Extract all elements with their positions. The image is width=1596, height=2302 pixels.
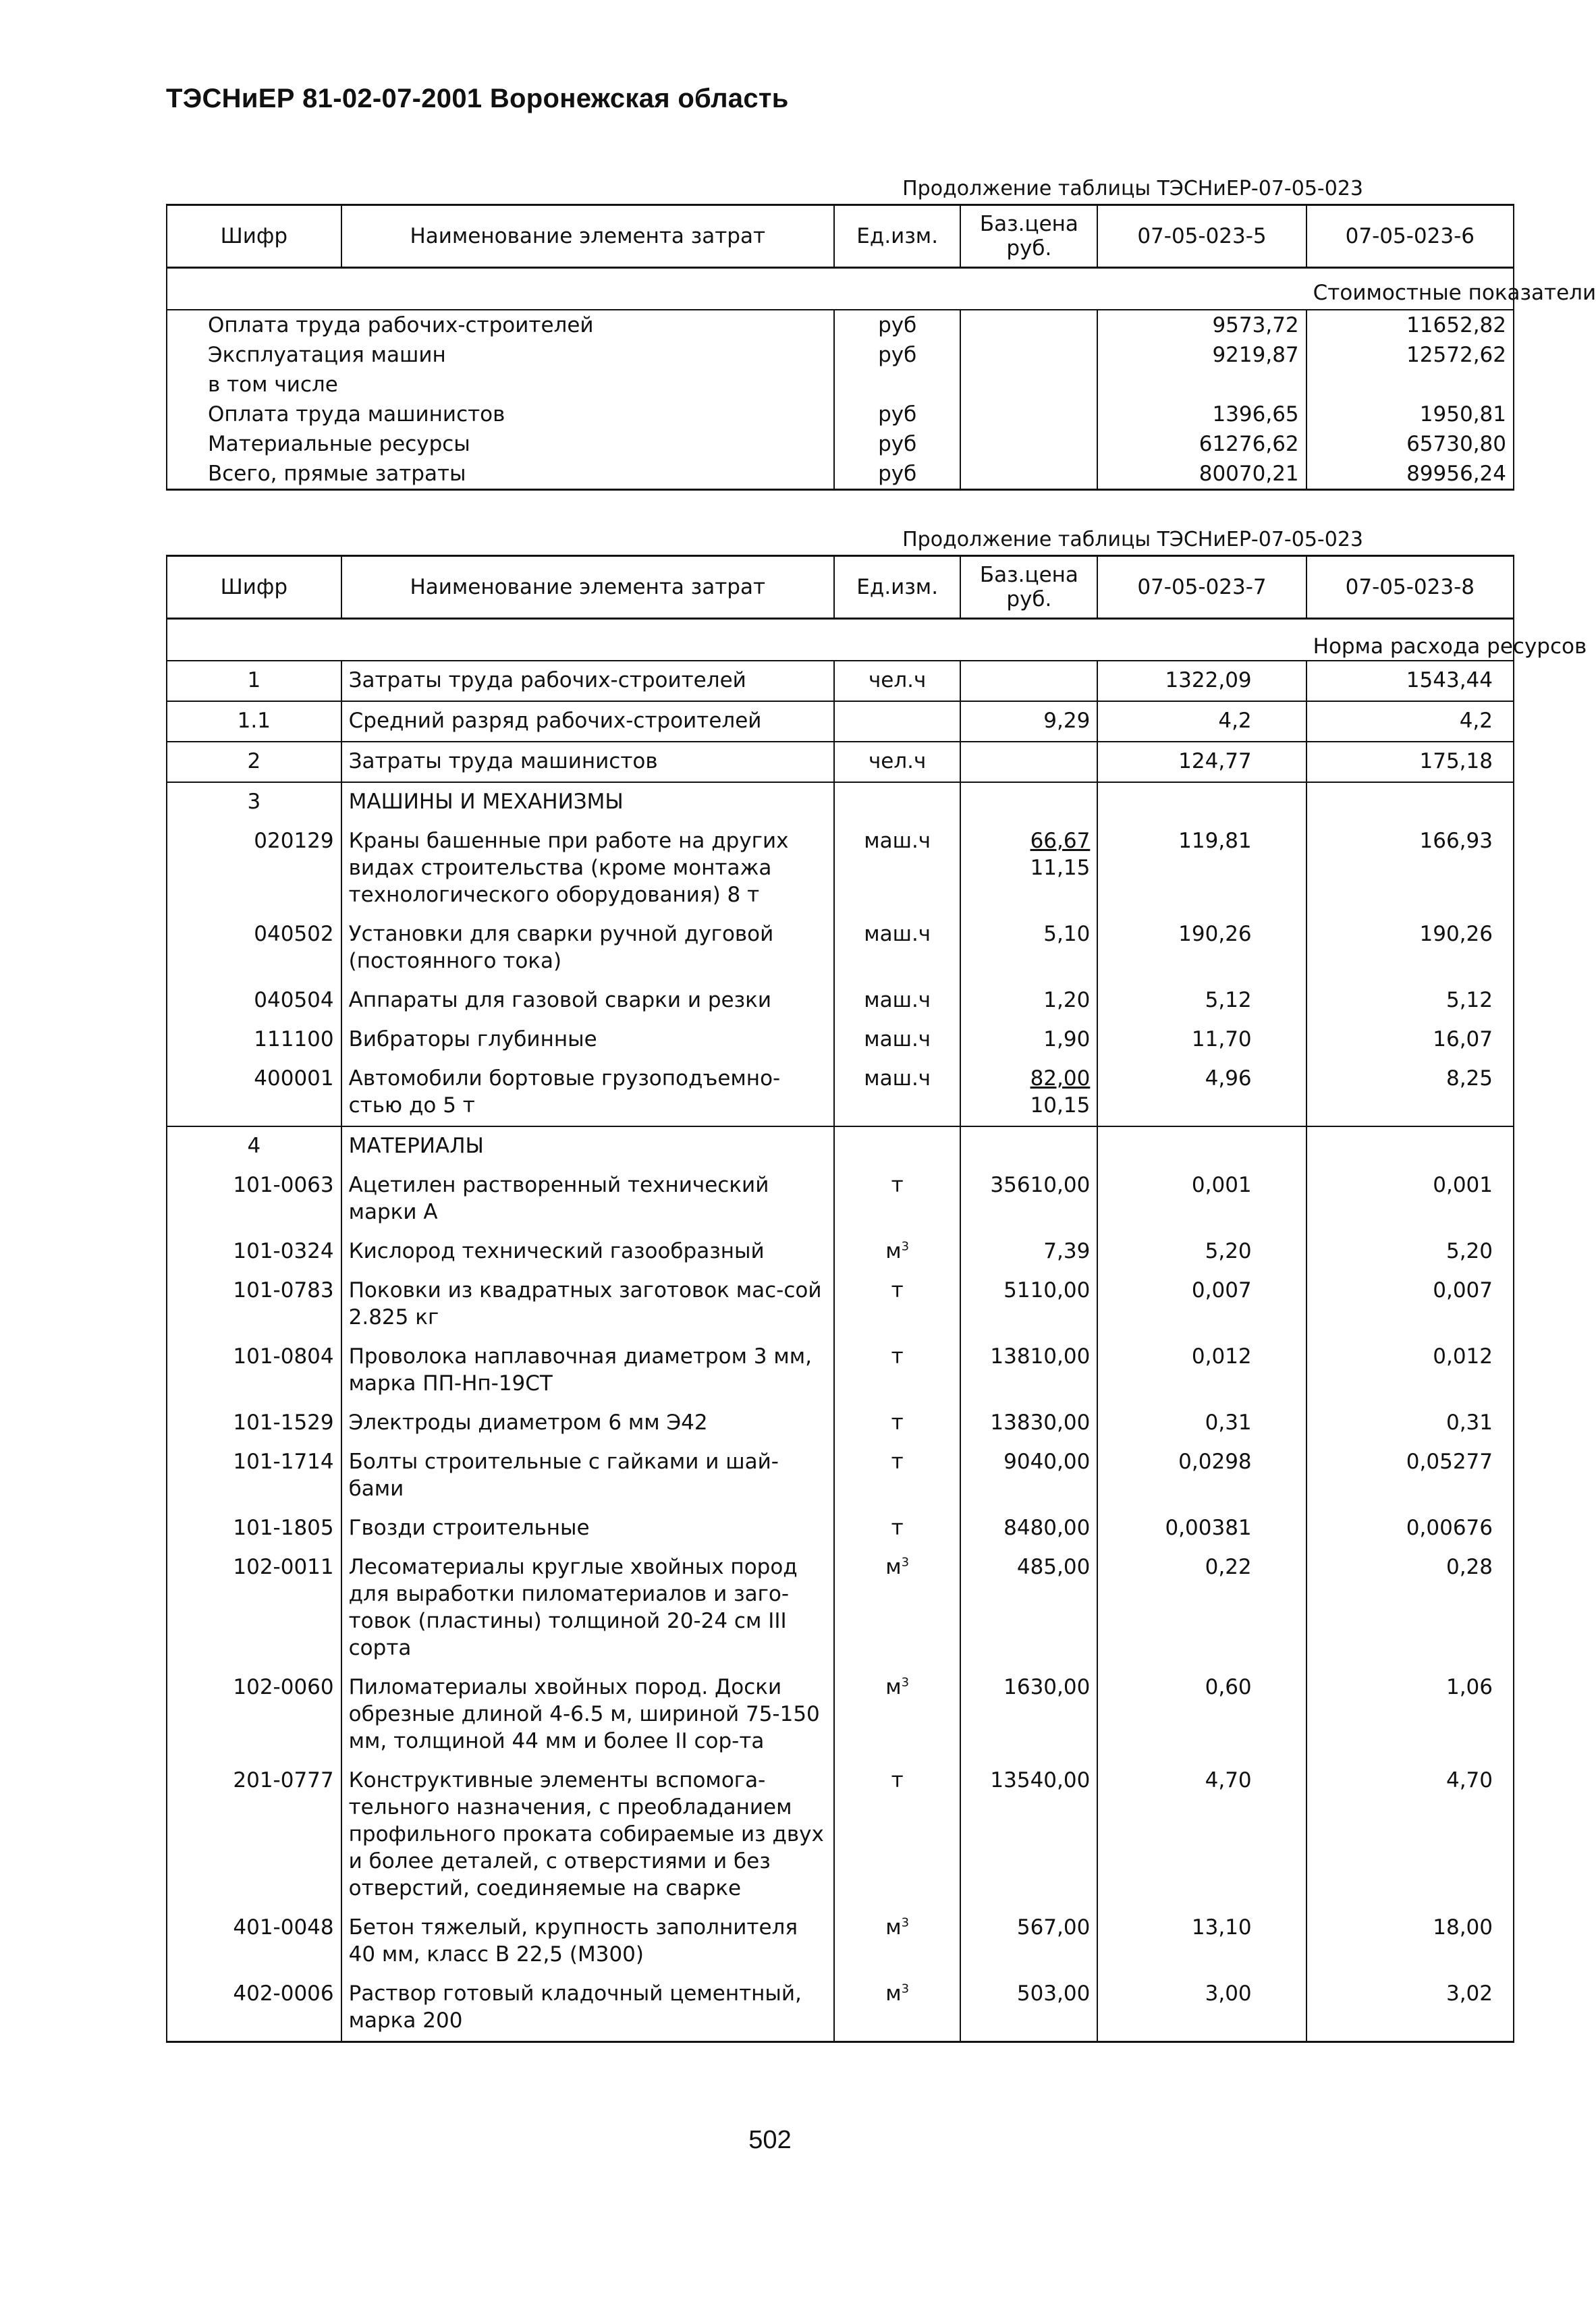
row-unit: маш.ч xyxy=(834,1060,961,1126)
row-code: 101-1714 xyxy=(167,1443,341,1509)
row-code: 2 xyxy=(167,742,341,782)
row-code: 020129 xyxy=(167,822,341,915)
table-row xyxy=(167,1020,1514,1060)
row-unit: руб xyxy=(834,429,961,459)
unit-superscript: 3 xyxy=(901,1675,910,1690)
row-value-7: 0,00381 xyxy=(1097,1509,1306,1548)
row-name: Всего, прямые затраты xyxy=(167,459,834,490)
row-name: Материальные ресурсы xyxy=(167,429,834,459)
row-base-price: 13810,00 xyxy=(960,1338,1097,1404)
table-row xyxy=(167,459,1514,490)
row-base-price xyxy=(960,782,1097,822)
row-base-price: 7,39 xyxy=(960,1232,1097,1271)
row-unit: т xyxy=(834,1761,961,1909)
row-name: МАТЕРИАЛЫ xyxy=(341,1126,834,1166)
row-value-5: 9573,72 xyxy=(1097,310,1306,340)
row-value-7: 0,60 xyxy=(1097,1668,1306,1761)
header-base-price: Баз.цена руб. xyxy=(960,205,1097,268)
row-base-price: 503,00 xyxy=(960,1975,1097,2042)
row-name: МАШИНЫ И МЕХАНИЗМЫ xyxy=(341,782,834,822)
table-row xyxy=(167,1909,1514,1975)
unit-superscript: 3 xyxy=(901,1555,910,1570)
row-value-5: 9219,87 xyxy=(1097,340,1306,370)
table-row xyxy=(167,400,1514,429)
row-base-price xyxy=(960,1126,1097,1166)
row-base-price: 5,10 xyxy=(960,915,1097,981)
row-value-8: 16,07 xyxy=(1306,1020,1514,1060)
row-value-7: 5,12 xyxy=(1097,981,1306,1020)
header-code: Шифр xyxy=(167,556,341,619)
row-name: Гвозди строительные xyxy=(341,1509,834,1548)
row-value-7: 4,70 xyxy=(1097,1761,1306,1909)
row-base-price: 485,00 xyxy=(960,1548,1097,1668)
row-name: Эксплуатация машин xyxy=(167,340,834,370)
unit-superscript: 3 xyxy=(901,1915,910,1930)
row-name: Автомобили бортовые грузоподъемно-стью до 5 т xyxy=(341,1060,834,1126)
row-value-8: 4,2 xyxy=(1306,701,1514,742)
row-base-price xyxy=(960,661,1097,701)
table-row xyxy=(167,1975,1514,2042)
row-value-8: 0,001 xyxy=(1306,1166,1514,1232)
row-value-7: 13,10 xyxy=(1097,1909,1306,1975)
row-base-price xyxy=(960,310,1097,340)
table2-band-label: Норма расхода ресурсов xyxy=(1313,634,1587,659)
row-name: Пиломатериалы хвойных пород. Доски обрезные длиной 4-6.5 м, шириной 75-150 мм, толщиной 44 мм и более II сор-та xyxy=(341,1668,834,1761)
row-value-8: 190,26 xyxy=(1306,915,1514,981)
row-value-8: 166,93 xyxy=(1306,822,1514,915)
row-value-5: 61276,62 xyxy=(1097,429,1306,459)
row-value-8: 1,06 xyxy=(1306,1668,1514,1761)
base-price-value: 82,00 xyxy=(1030,1066,1091,1091)
row-value-7 xyxy=(1097,782,1306,822)
table-row xyxy=(167,701,1514,742)
row-base-price: 1,20 xyxy=(960,981,1097,1020)
row-value-7: 3,00 xyxy=(1097,1975,1306,2042)
row-value-6 xyxy=(1306,370,1514,400)
table-row xyxy=(167,1761,1514,1909)
row-code: 101-1805 xyxy=(167,1509,341,1548)
table-row xyxy=(167,822,1514,915)
row-value-6: 89956,24 xyxy=(1306,459,1514,490)
row-name: Установки для сварки ручной дуговой (постоянного тока) xyxy=(341,915,834,981)
table1-header-row xyxy=(167,205,1514,268)
row-unit: маш.ч xyxy=(834,822,961,915)
header-unit: Ед.изм. xyxy=(834,556,961,619)
row-value-8: 4,70 xyxy=(1306,1761,1514,1909)
row-code: 402-0006 xyxy=(167,1975,341,2042)
row-unit: т xyxy=(834,1443,961,1509)
row-value-7: 5,20 xyxy=(1097,1232,1306,1271)
row-unit xyxy=(834,1668,961,1761)
row-base-price xyxy=(960,459,1097,490)
row-value-8: 175,18 xyxy=(1306,742,1514,782)
header-name: Наименование элемента затрат xyxy=(341,556,834,619)
table-row xyxy=(167,915,1514,981)
row-name: Краны башенные при работе на других видах строительства (кроме монтажа технологического оборудования) 8 т xyxy=(341,822,834,915)
row-unit xyxy=(834,370,961,400)
row-value-8: 5,12 xyxy=(1306,981,1514,1020)
row-base-price: 9,29 xyxy=(960,701,1097,742)
table-row xyxy=(167,370,1514,400)
row-value-7: 0,007 xyxy=(1097,1271,1306,1338)
row-name: Бетон тяжелый, крупность заполнителя 40 мм, класс В 22,5 (М300) xyxy=(341,1909,834,1975)
row-base-price xyxy=(960,822,1097,915)
table-row xyxy=(167,1126,1514,1166)
row-code: 101-1529 xyxy=(167,1404,341,1443)
row-value-7: 1322,09 xyxy=(1097,661,1306,701)
row-name: Лесоматериалы круглые хвойных пород для выработки пиломатериалов и заго-товок (пластины) толщиной 20-24 см III сорта xyxy=(341,1548,834,1668)
row-unit: т xyxy=(834,1509,961,1548)
base-price-extra: 11,15 xyxy=(1030,856,1091,880)
base-price-extra: 10,15 xyxy=(1030,1093,1091,1118)
row-base-price xyxy=(960,370,1097,400)
row-value-7: 0,22 xyxy=(1097,1548,1306,1668)
row-base-price xyxy=(960,429,1097,459)
table-row xyxy=(167,429,1514,459)
row-code: 102-0011 xyxy=(167,1548,341,1668)
header-col-5: 07-05-023-5 xyxy=(1097,205,1306,268)
page-number: 502 xyxy=(748,2126,792,2154)
row-unit xyxy=(834,782,961,822)
row-code: 101-0063 xyxy=(167,1166,341,1232)
row-unit xyxy=(834,1975,961,2042)
table1-band-row xyxy=(167,268,1514,310)
header-code: Шифр xyxy=(167,205,341,268)
row-code: 111100 xyxy=(167,1020,341,1060)
row-value-8: 18,00 xyxy=(1306,1909,1514,1975)
row-code: 102-0060 xyxy=(167,1668,341,1761)
row-value-7: 119,81 xyxy=(1097,822,1306,915)
row-code: 101-0804 xyxy=(167,1338,341,1404)
row-name: Средний разряд рабочих-строителей xyxy=(341,701,834,742)
row-value-7: 0,31 xyxy=(1097,1404,1306,1443)
row-name: в том числе xyxy=(167,370,834,400)
table-row xyxy=(167,1271,1514,1338)
row-base-price: 13540,00 xyxy=(960,1761,1097,1909)
row-name: Конструктивные элементы вспомога-тельного назначения, с преобладанием профильного проката собираемые из двух и более деталей, с отверстиями и без отверстий, соединяемые на сварке xyxy=(341,1761,834,1909)
row-value-8: 8,25 xyxy=(1306,1060,1514,1126)
row-unit xyxy=(834,1548,961,1668)
cost-indicators-table xyxy=(166,204,1596,491)
table-row xyxy=(167,1509,1514,1548)
row-value-8: 3,02 xyxy=(1306,1975,1514,2042)
row-base-price xyxy=(960,400,1097,429)
row-value-7: 4,96 xyxy=(1097,1060,1306,1126)
row-name: Затраты труда рабочих-строителей xyxy=(341,661,834,701)
row-name: Кислород технический газообразный xyxy=(341,1232,834,1271)
row-unit: маш.ч xyxy=(834,1020,961,1060)
row-value-8: 0,31 xyxy=(1306,1404,1514,1443)
row-code: 3 xyxy=(167,782,341,822)
unit-m3: м xyxy=(885,1555,902,1579)
row-unit: маш.ч xyxy=(834,915,961,981)
table-row xyxy=(167,310,1514,340)
row-name: Болты строительные с гайками и шай-бами xyxy=(341,1443,834,1509)
table1-continuation-label: Продолжение таблицы ТЭСНиЕР-07-05-023 xyxy=(902,177,1363,200)
base-price-value: 66,67 xyxy=(1030,829,1091,853)
row-unit: руб xyxy=(834,310,961,340)
row-unit: чел.ч xyxy=(834,742,961,782)
row-value-8: 0,05277 xyxy=(1306,1443,1514,1509)
row-value-8: 0,28 xyxy=(1306,1548,1514,1668)
row-value-7: 0,0298 xyxy=(1097,1443,1306,1509)
unit-m3: м xyxy=(885,1675,902,1699)
row-unit xyxy=(834,1909,961,1975)
row-value-7: 124,77 xyxy=(1097,742,1306,782)
row-base-price: 1630,00 xyxy=(960,1668,1097,1761)
row-unit: руб xyxy=(834,400,961,429)
unit-superscript: 3 xyxy=(901,1981,910,1996)
row-code: 400001 xyxy=(167,1060,341,1126)
unit-m3: м xyxy=(885,1915,902,1940)
row-value-8: 0,012 xyxy=(1306,1338,1514,1404)
row-value-8: 1543,44 xyxy=(1306,661,1514,701)
unit-m3: м xyxy=(885,1981,902,2006)
table1-band-label: Стоимостные показатели xyxy=(1313,281,1596,305)
header-base-price: Баз.цена руб. xyxy=(960,556,1097,619)
table-row xyxy=(167,1338,1514,1404)
table-row xyxy=(167,340,1514,370)
unit-superscript: 3 xyxy=(901,1239,910,1254)
row-unit xyxy=(834,701,961,742)
row-value-6: 12572,62 xyxy=(1306,340,1514,370)
row-name: Электроды диаметром 6 мм Э42 xyxy=(341,1404,834,1443)
row-value-7: 0,001 xyxy=(1097,1166,1306,1232)
row-name: Вибраторы глубинные xyxy=(341,1020,834,1060)
row-name: Оплата труда машинистов xyxy=(167,400,834,429)
table-row xyxy=(167,742,1514,782)
table2-continuation-label: Продолжение таблицы ТЭСНиЕР-07-05-023 xyxy=(902,528,1363,551)
row-value-5 xyxy=(1097,370,1306,400)
row-name: Оплата труда рабочих-строителей xyxy=(167,310,834,340)
row-base-price: 8480,00 xyxy=(960,1509,1097,1548)
table-row xyxy=(167,1060,1514,1126)
table-row xyxy=(167,782,1514,822)
row-value-8 xyxy=(1306,782,1514,822)
row-value-6: 1950,81 xyxy=(1306,400,1514,429)
header-unit: Ед.изм. xyxy=(834,205,961,268)
row-value-7: 11,70 xyxy=(1097,1020,1306,1060)
row-code: 201-0777 xyxy=(167,1761,341,1909)
header-col-8: 07-05-023-8 xyxy=(1306,556,1514,619)
table2-header-row xyxy=(167,556,1514,619)
table-row xyxy=(167,661,1514,701)
row-base-price xyxy=(960,1060,1097,1126)
row-base-price: 35610,00 xyxy=(960,1166,1097,1232)
row-name: Проволока наплавочная диаметром 3 мм, марка ПП-Нп-19СТ xyxy=(341,1338,834,1404)
row-value-7: 0,012 xyxy=(1097,1338,1306,1404)
row-code: 040502 xyxy=(167,915,341,981)
row-value-7: 4,2 xyxy=(1097,701,1306,742)
row-code: 101-0783 xyxy=(167,1271,341,1338)
row-unit: маш.ч xyxy=(834,981,961,1020)
table-row xyxy=(167,1668,1514,1761)
unit-m3: м xyxy=(885,1239,902,1263)
row-base-price: 1,90 xyxy=(960,1020,1097,1060)
table-row xyxy=(167,1232,1514,1271)
header-col-7: 07-05-023-7 xyxy=(1097,556,1306,619)
row-code: 401-0048 xyxy=(167,1909,341,1975)
table-row xyxy=(167,1443,1514,1509)
row-base-price: 5110,00 xyxy=(960,1271,1097,1338)
row-value-7 xyxy=(1097,1126,1306,1166)
row-base-price: 13830,00 xyxy=(960,1404,1097,1443)
row-value-5: 80070,21 xyxy=(1097,459,1306,490)
resource-norms-table xyxy=(166,555,1587,2043)
row-value-7: 190,26 xyxy=(1097,915,1306,981)
row-code: 101-0324 xyxy=(167,1232,341,1271)
row-name: Ацетилен растворенный технический марки А xyxy=(341,1166,834,1232)
row-unit: т xyxy=(834,1404,961,1443)
row-unit xyxy=(834,1126,961,1166)
row-unit: чел.ч xyxy=(834,661,961,701)
row-name: Затраты труда машинистов xyxy=(341,742,834,782)
table-row xyxy=(167,1404,1514,1443)
row-name: Раствор готовый кладочный цементный, марка 200 xyxy=(341,1975,834,2042)
header-col-6: 07-05-023-6 xyxy=(1306,205,1514,268)
row-base-price xyxy=(960,340,1097,370)
row-unit: т xyxy=(834,1166,961,1232)
row-value-6: 11652,82 xyxy=(1306,310,1514,340)
row-value-8: 5,20 xyxy=(1306,1232,1514,1271)
row-value-6: 65730,80 xyxy=(1306,429,1514,459)
row-value-8: 0,007 xyxy=(1306,1271,1514,1338)
row-name: Поковки из квадратных заготовок мас-сой 2.825 кг xyxy=(341,1271,834,1338)
row-value-5: 1396,65 xyxy=(1097,400,1306,429)
row-code: 1.1 xyxy=(167,701,341,742)
row-unit xyxy=(834,1232,961,1271)
row-value-8 xyxy=(1306,1126,1514,1166)
row-unit: т xyxy=(834,1271,961,1338)
row-base-price xyxy=(960,742,1097,782)
row-code: 1 xyxy=(167,661,341,701)
table-row xyxy=(167,1166,1514,1232)
row-code: 4 xyxy=(167,1126,341,1166)
row-name: Аппараты для газовой сварки и резки xyxy=(341,981,834,1020)
row-unit: руб xyxy=(834,340,961,370)
row-base-price: 567,00 xyxy=(960,1909,1097,1975)
table-row xyxy=(167,1548,1514,1668)
table2-band-row xyxy=(167,619,1514,661)
row-code: 040504 xyxy=(167,981,341,1020)
row-base-price: 9040,00 xyxy=(960,1443,1097,1509)
row-value-8: 0,00676 xyxy=(1306,1509,1514,1548)
page-header: ТЭСНиЕР 81-02-07-2001 Воронежская область xyxy=(166,84,789,113)
header-name: Наименование элемента затрат xyxy=(341,205,834,268)
table-row xyxy=(167,981,1514,1020)
row-unit: руб xyxy=(834,459,961,490)
row-unit: т xyxy=(834,1338,961,1404)
